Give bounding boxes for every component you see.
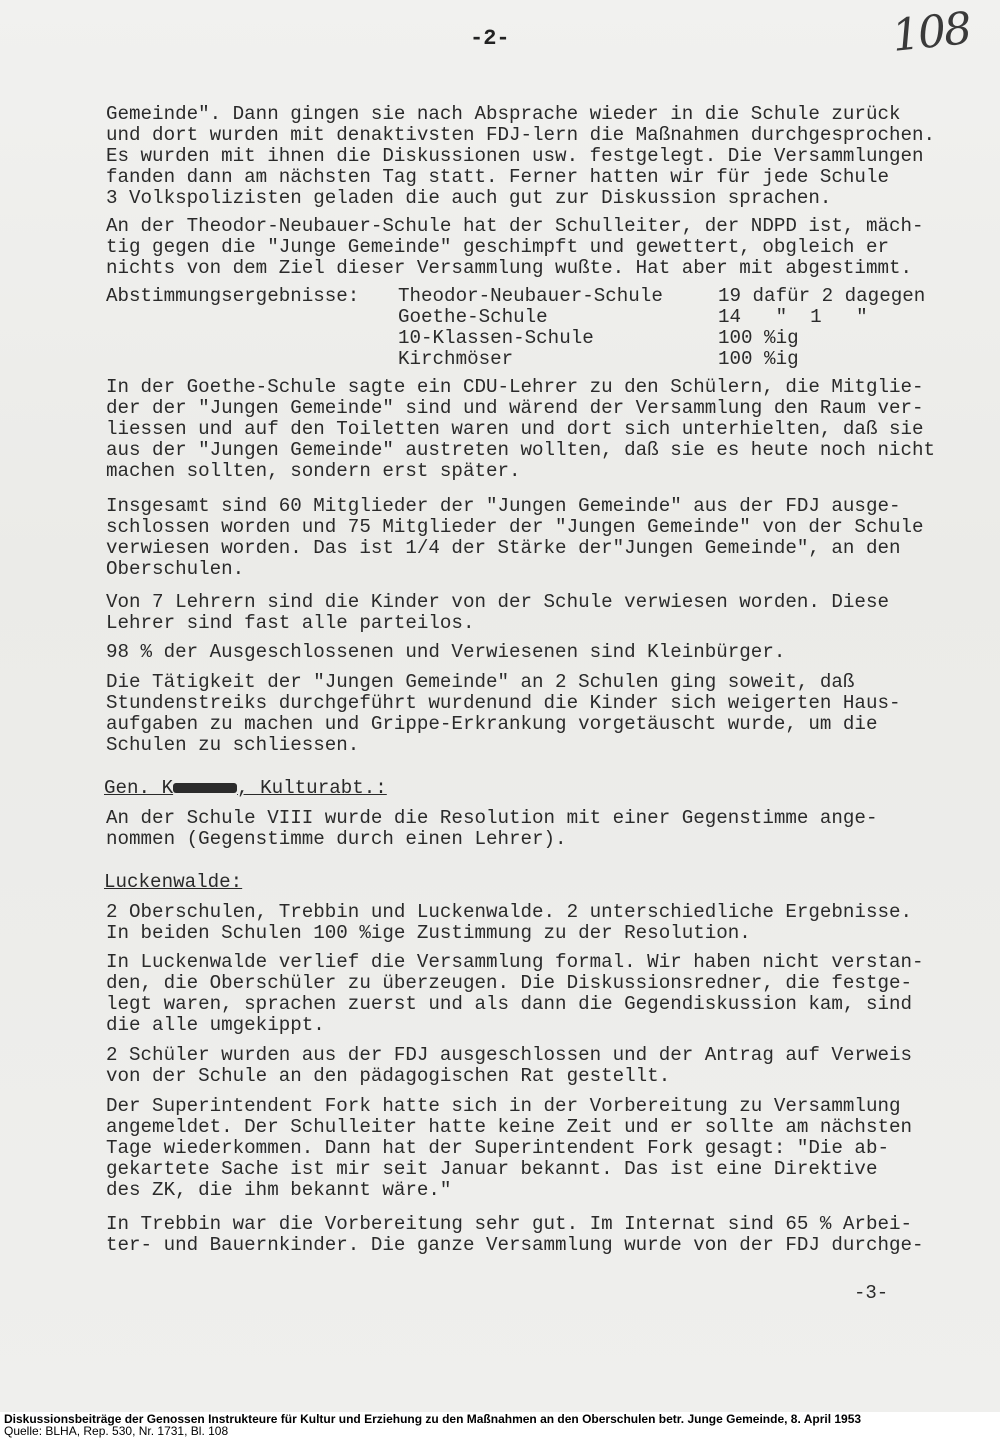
table-row (106, 307, 925, 328)
vote-result: 19 dafür 2 dagegen (718, 285, 926, 307)
page-number: -2- (470, 26, 510, 51)
paragraph: 2 Schüler wurden aus der FDJ ausgeschlossen und der Antrag auf Verweis von der Schule an den pädagogischen Rat gestellt. (106, 1044, 913, 1087)
paragraph: In der Goethe-Schule sagte ein CDU-Lehrer zu den Schülern, die Mitglie- der der "Jungen Gemeinde" sind und wärend der Versammlung den Raum ver- liessen und auf den Toiletten waren und dort sich unterhielten, daß sie aus der "Jungen Gemeinde" austreten wollten, daß sie es heute noch nicht machen sollten, sondern erst später. (106, 376, 936, 482)
paragraph: Die Tätigkeit der "Jungen Gemeinde" an 2 Schulen ging soweit, daß Stundenstreiks durchgeführt wurdenund die Kinder sich weigerten Haus- aufgaben zu machen und Grippe-Erkrankung vorgetäuscht wurde, um die Schulen zu schliessen. (106, 671, 901, 756)
paragraph: Von 7 Lehrern sind die Kinder von der Schule verwiesen worden. Diese Lehrer sind fast alle parteilos. (106, 591, 889, 634)
next-page-marker: -3- (854, 1282, 889, 1304)
school-name: Kirchmöser (398, 348, 514, 370)
paragraph: 2 Oberschulen, Trebbin und Luckenwalde. 2 unterschiedliche Ergebnisse. In beiden Schulen 100 %ige Zustimmung zu der Resolution. (106, 901, 913, 944)
archive-folio-number: 108 (889, 3, 973, 62)
vote-result: 100 %ig (718, 327, 799, 349)
table-row (106, 286, 925, 307)
paragraph: In Luckenwalde verlief die Versammlung formal. Wir haben nicht verstan- den, die Oberschüler zu überzeugen. Die Diskussionsredner, die festge- legt waren, sprachen zuerst und als dann die Gegendiskussion kam, sind die alle umgekippt. (106, 951, 924, 1036)
paragraph: Gemeinde". Dann gingen sie nach Absprache wieder in die Schule zurück und dort wurden mit denaktivsten FDJ-lern die Maßnahmen durchgesprochen. Es wurden mit ihnen die Diskussionen usw. festgelegt. Die Versammlungen fanden dann am nächsten Tag statt. Ferner hatten wir für jede Schule 3 Volkspolizisten geladen die auch gut zur Diskussion sprachen. (106, 103, 936, 209)
vote-result: 100 %ig (718, 348, 799, 370)
paragraph: An der Theodor-Neubauer-Schule hat der Schulleiter, der NDPD ist, mäch- tig gegen die "Junge Gemeinde" geschimpft und gewettert, obgleich er nichts von dem Ziel dieser Versammlung wußte. Hat aber mit abgestimmt. (106, 215, 924, 279)
vote-result: 14 " 1 " (718, 306, 868, 328)
redaction-bar (173, 783, 237, 793)
footer-caption-bar (0, 1412, 1000, 1438)
paragraph: 98 % der Ausgeschlossenen und Verwiesenen sind Kleinbürger. (106, 641, 786, 663)
paragraph: Insgesamt sind 60 Mitglieder der "Jungen Gemeinde" aus der FDJ ausge- schlossen worden und 75 Mitglieder der "Jungen Gemeinde" von der Schule verwiesen worden. Das ist 1/4 der Stärke der"Jungen Gemeinde", an den Oberschulen. (106, 495, 924, 580)
paragraph: In Trebbin war die Vorbereitung sehr gut. Im Internat sind 65 % Arbei- ter- und Bauernkinder. Die ganze Versammlung wurde von der FDJ durchge- (106, 1213, 924, 1256)
footer-caption: Diskussionsbeiträge der Genossen Instrukteure für Kultur und Erziehung zu den Maßnahmen an den Oberschulen betr. Junge Gemeinde, 8. April 1953 (4, 1412, 862, 1426)
footer-source: Quelle: BLHA, Rep. 530, Nr. 1731, Bl. 108 (4, 1424, 229, 1438)
section-heading-kulturabteilung: Gen. K , Kulturabt.: (104, 777, 387, 799)
school-name: Goethe-Schule (398, 306, 548, 328)
table-row (106, 349, 925, 370)
paragraph: An der Schule VIII wurde die Resolution mit einer Gegenstimme ange- nommen (Gegenstimme durch einen Lehrer). (106, 807, 878, 850)
section-heading-luckenwalde: Luckenwalde: (104, 871, 243, 893)
table-row (106, 328, 925, 349)
vote-results-table (106, 286, 925, 370)
school-name: 10-Klassen-Schule (398, 327, 594, 349)
paragraph: Der Superintendent Fork hatte sich in der Vorbereitung zu Versammlung angemeldet. Der Schulleiter hatte keine Zeit und er sollte am nächsten Tage wiederkommen. Dann hat der Superintendent Fork gesagt: "Die ab- gekartete Sache ist mir seit Januar bekannt. Das ist eine Direktive des ZK, die ihm bekannt wäre." (106, 1095, 913, 1201)
school-name: Theodor-Neubauer-Schule (398, 285, 663, 307)
vote-results-label: Abstimmungsergebnisse: (106, 285, 360, 307)
